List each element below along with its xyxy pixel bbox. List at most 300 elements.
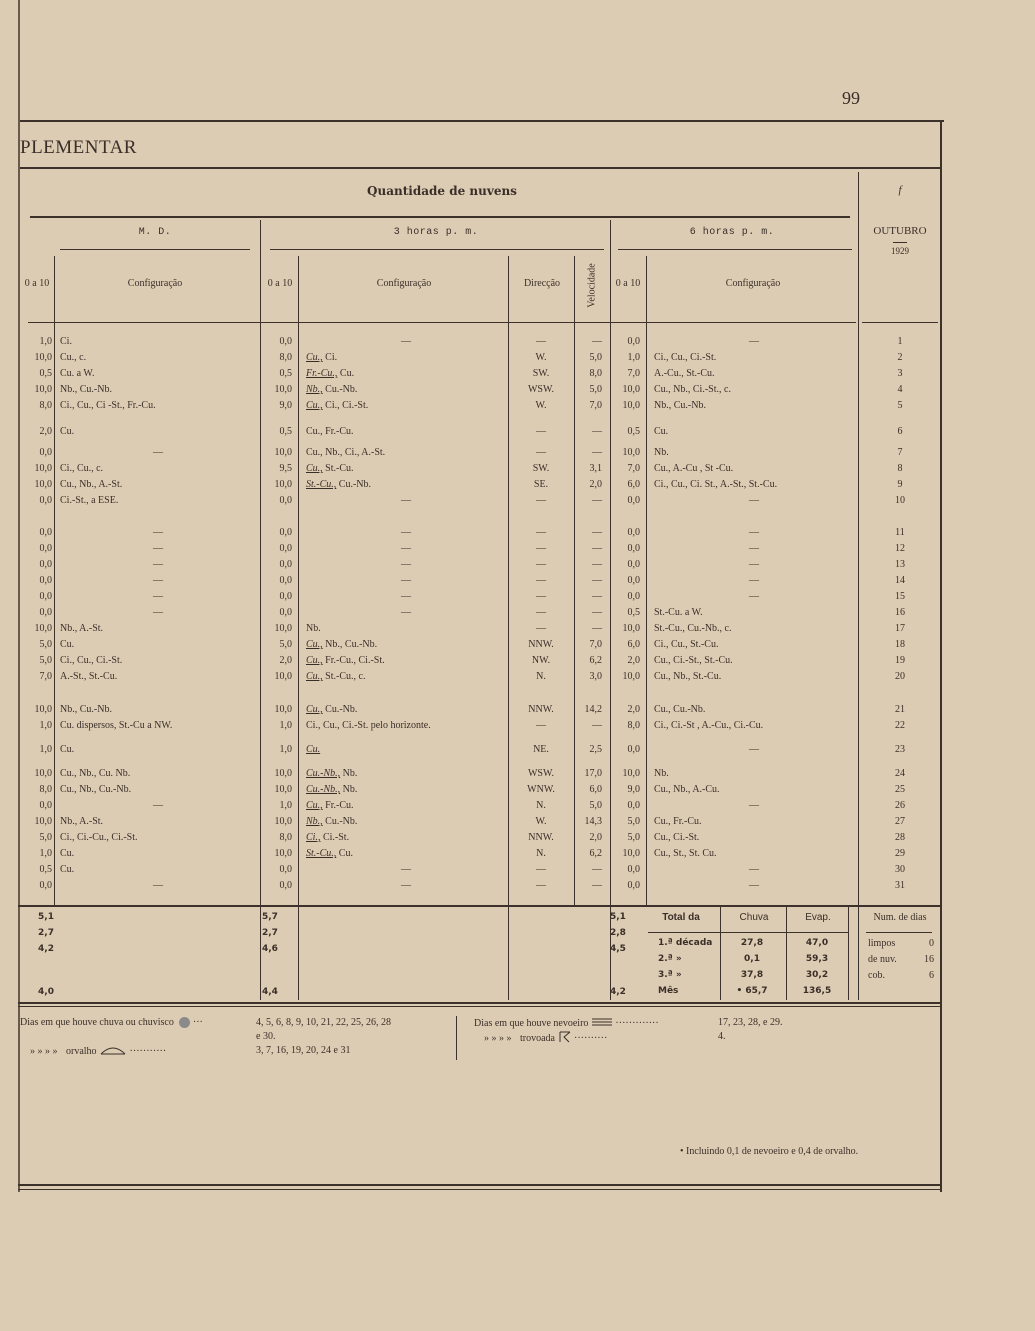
chuva-value: • 65,7 [736,986,768,996]
md-value: 0,5 [39,368,52,379]
p6-config: Cu., Nb., Ci.-St., c. [654,384,731,395]
p3-value: 0,0 [279,591,292,602]
p6-value: 0,5 [627,607,640,618]
p6-value: 2,0 [627,655,640,666]
evap-header: Evap. [805,912,831,923]
p6-config: Nb. [654,447,669,458]
p3-value: 0,0 [279,336,292,347]
footer-divider [456,1016,457,1060]
bottom-rule [18,1184,942,1186]
p6-value: 0,0 [627,559,640,570]
p3-value: 0,0 [279,864,292,875]
p3-config [306,743,506,756]
md-config: Cu., c. [60,352,87,363]
fog-leader: ············· [615,1017,659,1029]
p6-config: Cu., Cu.-Nb. [654,704,706,715]
p3-config-text: Ci.-St. [320,832,350,843]
p3-config-text: St.-Cu., c. [322,671,366,682]
direction: — [536,495,546,506]
p3-config-text: Cu. [336,848,353,859]
p3-value: 0,0 [279,607,292,618]
p3-config-text: Nb. [340,784,358,795]
top-rule [18,120,944,122]
day-number: 12 [895,543,905,554]
p3-config [306,703,506,716]
p3-config [306,542,506,555]
speed: 5,0 [589,352,602,363]
p3-value: 1,0 [279,720,292,731]
direction: NNW. [528,704,554,715]
totals-col-line-2 [786,906,787,1000]
p6-average: 4,2 [610,987,626,997]
md-value: 0,0 [39,880,52,891]
p6-value: 5,0 [627,832,640,843]
md-config-header: Configuração [127,278,183,289]
md-value: 10,0 [34,352,52,363]
totals-header-rule [648,932,848,933]
p6-average: 4,5 [610,944,626,954]
p3-average: 4,4 [262,987,278,997]
h3-scale-header: 0 a 10 [267,278,293,289]
p3-value: 0,5 [279,368,292,379]
speed: — [592,864,602,875]
day-number: 8 [897,463,903,474]
p3-config-text: Fr.-Cu. [322,800,354,811]
p6-config: — [749,559,759,570]
day-number: 30 [895,864,905,875]
p3-value: 10,0 [274,447,292,458]
p3-config-text: — [401,495,411,506]
p6-config: Cu., Ci.-St. [654,832,700,843]
p3-config-text: Fr.-Cu., Ci.-St. [322,655,385,666]
p3-config [306,462,506,475]
p6-config: Nb., Cu.-Nb. [654,400,706,411]
md-config: Nb., Cu.-Nb. [60,704,112,715]
p3-value: 8,0 [279,352,292,363]
storm-leader: ·········· [574,1032,608,1044]
md-config: Nb., A.-St. [60,816,104,827]
md-config: — [153,447,163,458]
speed: 14,3 [584,816,602,827]
p3-config [306,574,506,587]
speed: 7,0 [589,400,602,411]
md-value: 10,0 [34,384,52,395]
direction: — [536,607,546,618]
storm-row [484,1031,607,1046]
direction-header: Direcção [523,278,561,289]
speed: — [592,607,602,618]
direction: NW. [531,655,551,666]
summary-bottom-rule-2 [18,1006,940,1007]
days-value: 0 [929,938,934,949]
p3-config [306,526,506,539]
md-config: Cu. [60,848,75,859]
p3-value: 9,0 [279,400,292,411]
direction: N. [536,848,546,859]
p6-config: — [749,864,759,875]
storm-prefix: » » » » [484,1032,512,1044]
p3-config-text: Nb. [306,623,321,634]
p6-value: 7,0 [627,463,640,474]
md-config: Ci., Cu., c. [60,463,104,474]
md-value: 0,0 [39,607,52,618]
dew-icon [99,1045,127,1058]
p3-value: 10,0 [274,816,292,827]
day-number: 5 [897,400,903,411]
p3-value: 10,0 [274,704,292,715]
day-number: 24 [895,768,905,779]
group-rule [30,216,850,218]
p3-config-text: Cu.-Nb. [336,479,372,490]
md-config: — [153,591,163,602]
p3-config-underlined: Cu., [306,639,323,650]
direction: N. [536,671,546,682]
p3-config-text: — [401,527,411,538]
p3-average: 4,6 [262,944,278,954]
p6-config: Cu., Nb., A.-Cu. [654,784,720,795]
p6-value: 0,0 [627,336,640,347]
page-number: 99 [842,88,860,108]
direction: W. [535,816,547,827]
direction: — [536,426,546,437]
p6-value: 6,0 [627,639,640,650]
p6-config: — [749,800,759,811]
speed: — [592,426,602,437]
evap-value: 136,5 [802,986,832,996]
p6-value: 10,0 [622,384,640,395]
p3-average: 5,7 [262,912,278,922]
p3-config-underlined: Cu.-Nb., [306,768,341,779]
direction: — [536,336,546,347]
direction: — [536,623,546,634]
chuva-header: Chuva [739,912,769,923]
group-title: Quantidade de nuvens [367,184,517,198]
p3-value: 8,0 [279,832,292,843]
direction: N. [536,800,546,811]
p3-config [306,335,506,348]
direction: NNW. [528,832,554,843]
md-average: 4,0 [38,987,54,997]
p3-value: 0,5 [279,426,292,437]
p3-value: 9,5 [279,463,292,474]
direction: WSW. [527,768,555,779]
p3-config-text: — [401,864,411,875]
p6-config: — [749,543,759,554]
bottom-rule-2 [18,1189,942,1190]
speed: 6,2 [589,655,602,666]
direction: — [536,527,546,538]
rain-dot-icon [179,1017,190,1028]
days-value: 16 [924,954,934,965]
day-number: 23 [895,744,905,755]
p6-value: 0,0 [627,744,640,755]
md-value: 1,0 [39,744,52,755]
col-line-4 [508,256,509,1000]
p3-value: 1,0 [279,744,292,755]
md-value: 1,0 [39,336,52,347]
md-value: 0,5 [39,864,52,875]
direction: — [536,575,546,586]
md-average: 5,1 [38,912,54,922]
p6-value: 0,5 [627,426,640,437]
year-header: 1929 [891,246,909,256]
md-config: — [153,527,163,538]
p3-config-underlined: Cu., [306,800,323,811]
period-label: 2.ª » [658,954,682,964]
md-config: Nb., Cu.-Nb. [60,384,112,395]
p3-value: 0,0 [279,527,292,538]
p3-config-text: Cu., Fr.-Cu. [306,426,354,437]
p3-config-underlined: Nb., [306,816,323,827]
p3-value: 2,0 [279,655,292,666]
direction: — [536,543,546,554]
h6-scale-header: 0 a 10 [615,278,641,289]
p3-config-text: — [401,591,411,602]
md-value: 0,0 [39,543,52,554]
p3-value: 0,0 [279,559,292,570]
fog-row [474,1017,659,1030]
p6-config: A.-Cu., St.-Cu. [654,368,715,379]
p3-value: 10,0 [274,479,292,490]
speed: — [592,543,602,554]
p3-config-text: Nb., Cu.-Nb. [322,639,378,650]
header-bottom-rule-right [862,322,938,323]
h6-header: 6 horas p. m. [689,227,775,238]
speed: 5,0 [589,384,602,395]
md-value: 1,0 [39,720,52,731]
direction: W. [535,400,547,411]
col-line-7 [646,256,647,906]
p3-config-underlined: Cu., [306,400,323,411]
p6-value: 7,0 [627,368,640,379]
p3-config [306,622,506,635]
p3-config-text: Ci., Cu., Ci.-St. pelo horizonte. [306,720,431,731]
period-label: 3.ª » [658,970,682,980]
p6-value: 0,0 [627,495,640,506]
p3-config-text: Cu.-Nb. [322,384,358,395]
p3-config [306,606,506,619]
p3-average: 2,7 [262,928,278,938]
md-header: M. D. [138,227,172,238]
chuva-value: 37,8 [740,970,764,980]
day-number: 1 [897,336,903,347]
md-value: 0,0 [39,447,52,458]
p3-config [306,558,506,571]
md-config: Nb., A.-St. [60,623,104,634]
p3-config [306,783,506,796]
direction: — [536,880,546,891]
speed: 5,0 [589,800,602,811]
p6-value: 10,0 [622,623,640,634]
p3-config [306,719,506,732]
p3-config-text: — [401,543,411,554]
speed: — [592,591,602,602]
p3-config [306,590,506,603]
p6-config: St.-Cu. a W. [654,607,703,618]
h3-rule [270,249,604,250]
day-number: 28 [895,832,905,843]
p3-config-text: St.-Cu. [322,463,354,474]
md-average: 4,2 [38,944,54,954]
p6-config: Ci., Cu., Ci. St., A.-St., St.-Cu. [654,479,778,490]
p3-value: 10,0 [274,671,292,682]
p3-config-text: — [401,336,411,347]
p6-config: Cu., A.-Cu , St -Cu. [654,463,734,474]
md-config: — [153,543,163,554]
direction: — [536,591,546,602]
speed: 14,2 [584,704,602,715]
day-number: 15 [895,591,905,602]
speed: — [592,527,602,538]
speed-header: Velocidade [586,263,598,308]
evap-value: 59,3 [805,954,829,964]
speed: — [592,623,602,634]
h6-config-header: Configuração [725,278,781,289]
p6-value: 9,0 [627,784,640,795]
p3-value: 0,0 [279,575,292,586]
speed: 17,0 [584,768,602,779]
p3-config-underlined: Cu.-Nb., [306,784,341,795]
days-header-rule [866,932,932,933]
dew-days: 3, 7, 16, 19, 20, 24 e 31 [256,1045,351,1056]
p3-value: 0,0 [279,543,292,554]
day-number: 4 [897,384,903,395]
month-dash [893,242,907,243]
p6-config: Cu., St., St. Cu. [654,848,717,859]
day-number: 9 [897,479,903,490]
p6-config: Nb. [654,768,669,779]
direction: — [536,864,546,875]
rain-days: 4, 5, 6, 8, 9, 10, 21, 22, 25, 26, 28 [256,1017,391,1028]
summary-top-rule [18,905,940,907]
p3-config [306,399,506,412]
md-value: 10,0 [34,479,52,490]
p6-average: 2,8 [610,928,626,938]
p3-config [306,494,506,507]
col-line-5 [574,256,575,906]
dew-row [30,1045,166,1058]
day-number: 11 [895,527,905,538]
speed: — [592,559,602,570]
md-value: 0,0 [39,559,52,570]
right-border [940,120,942,1192]
direction: SW. [532,368,550,379]
p3-config-text: Cu.-Nb. [322,704,358,715]
md-average: 2,7 [38,928,54,938]
p3-config-underlined: Nb., [306,384,323,395]
speed: — [592,495,602,506]
section-title: PLEMENTAR [20,137,137,158]
md-config: Cu., Nb., Cu. Nb. [60,768,131,779]
md-config: Cu. [60,864,75,875]
day-number: 10 [895,495,905,506]
p3-config-text: — [401,559,411,570]
rain-label [20,1017,203,1028]
md-config: Cu. a W. [60,368,95,379]
p3-config-underlined: St.-Cu., [306,848,337,859]
corner-mark: f [898,184,902,196]
direction: WSW. [527,384,555,395]
month-header: OUTUBRO [873,225,927,237]
dew-leader: ··········· [129,1045,167,1057]
md-value: 5,0 [39,655,52,666]
speed: 6,0 [589,784,602,795]
p6-value: 0,0 [627,800,640,811]
p3-config-text: — [401,607,411,618]
md-value: 8,0 [39,784,52,795]
speed: — [592,336,602,347]
p3-config-underlined: Ci., [306,832,321,843]
p3-config-text: Ci. [322,352,338,363]
md-config: Cu. [60,744,75,755]
md-config: Ci., Cu., Ci -St., Fr.-Cu. [60,400,156,411]
day-number: 22 [895,720,905,731]
p6-config: — [749,336,759,347]
speed: — [592,880,602,891]
p6-config: Cu., Fr.-Cu. [654,816,702,827]
h6-rule [618,249,852,250]
p3-config [306,383,506,396]
md-config: — [153,559,163,570]
days-header: Num. de dias [873,912,927,923]
md-value: 0,0 [39,495,52,506]
p6-value: 0,0 [627,864,640,875]
p3-config-underlined: Cu., [306,671,323,682]
evap-value: 30,2 [805,970,829,980]
p3-config [306,767,506,780]
totals-col-line-3 [848,906,849,1000]
summary-bottom-rule [18,1002,940,1004]
p3-config-underlined: Cu., [306,704,323,715]
chuva-value: 27,8 [740,938,764,948]
fog-icon [591,1017,613,1030]
p3-value: 5,0 [279,639,292,650]
rain-footnote: • Incluindo 0,1 de nevoeiro e 0,4 de orvalho. [680,1146,859,1157]
dew-label: orvalho [66,1045,97,1057]
p6-value: 0,0 [627,591,640,602]
p6-config: Ci., Cu., Ci.-St. [654,352,717,363]
days-value: 6 [929,970,934,981]
p3-config [306,446,506,459]
evap-value: 47,0 [805,938,829,948]
p3-value: 10,0 [274,623,292,634]
p6-config: — [749,575,759,586]
md-value: 0,0 [39,575,52,586]
day-number: 18 [895,639,905,650]
speed: 2,0 [589,479,602,490]
storm-label: trovoada [520,1032,555,1044]
period-label: 1.ª década [658,938,713,948]
p6-value: 0,0 [627,527,640,538]
p6-value: 10,0 [622,447,640,458]
day-number: 31 [895,880,905,891]
p6-value: 10,0 [622,671,640,682]
md-value: 0,0 [39,527,52,538]
day-number: 21 [895,704,905,715]
p6-config: — [749,744,759,755]
p6-value: 10,0 [622,768,640,779]
p6-value: 0,0 [627,543,640,554]
p6-value: 1,0 [627,352,640,363]
direction: SE. [533,479,549,490]
md-rule [60,249,250,250]
p3-config-underlined: St.-Cu., [306,479,337,490]
direction: SW. [532,463,550,474]
md-value: 10,0 [34,816,52,827]
p3-value: 10,0 [274,384,292,395]
p3-value: 10,0 [274,784,292,795]
md-config: — [153,575,163,586]
